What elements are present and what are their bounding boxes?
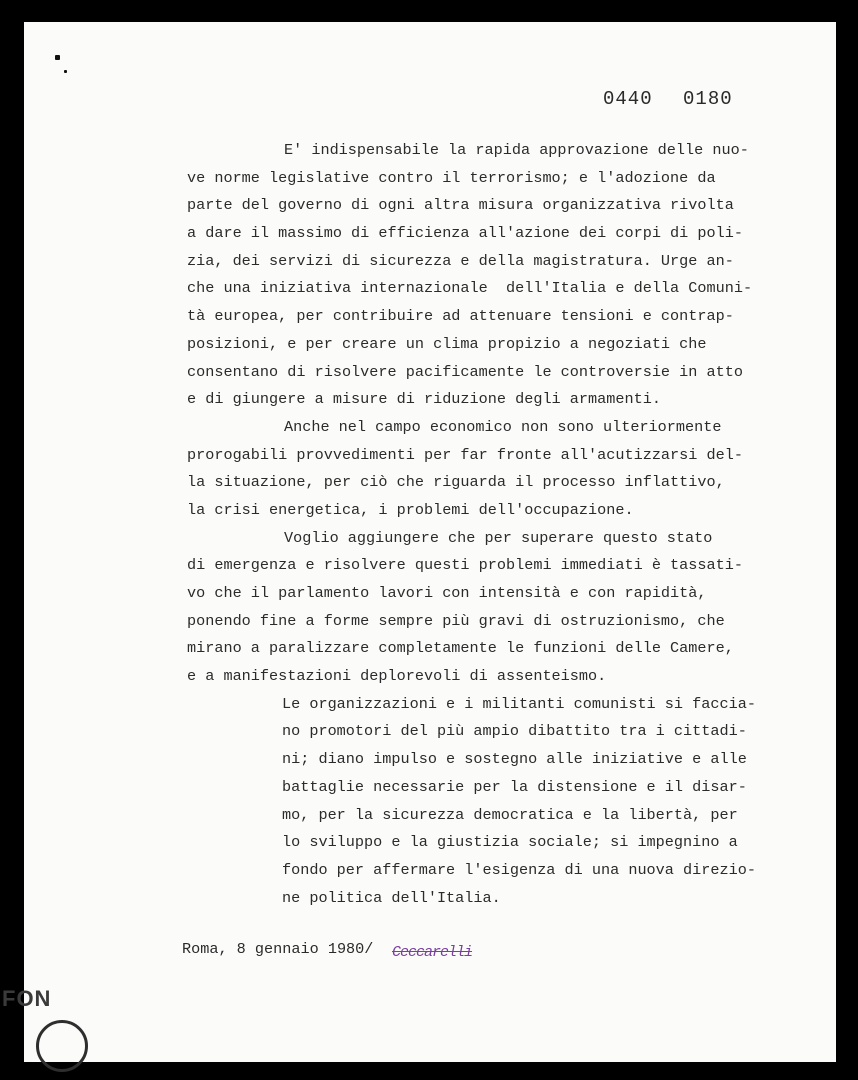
text-line: zia, dei servizi di sicurezza e della magistratura. Urge an- bbox=[187, 251, 734, 270]
text-line: vo che il parlamento lavori con intensità e con rapidità, bbox=[187, 584, 707, 602]
document-number-a: 0440 bbox=[603, 88, 653, 110]
text-line: a dare il massimo di efficienza all'azione dei corpi di poli- bbox=[187, 224, 743, 243]
text-line: no promotori del più ampio dibattito tra i cittadi- bbox=[282, 722, 747, 741]
document-body bbox=[187, 137, 787, 912]
text-line: fondo per affermare l'esigenza di una nuova direzio- bbox=[282, 860, 756, 879]
text-line: battaglie necessarie per la distensione e il disar- bbox=[282, 777, 747, 796]
text-line: ponendo fine a forme sempre più gravi di ostruzionismo, che bbox=[187, 611, 725, 630]
text-line: mo, per la sicurezza democratica e la libertà, per bbox=[282, 805, 738, 824]
struck-handwritten-name: Ceccarelli bbox=[392, 944, 473, 961]
text-line: Le organizzazioni e i militanti comunisti si faccia- bbox=[282, 694, 756, 713]
text-line: e di giungere a misure di riduzione degli armamenti. bbox=[187, 390, 661, 409]
document-number-b: 0180 bbox=[683, 88, 733, 110]
watermark-logo-icon bbox=[36, 1020, 88, 1072]
text-line: consentano di risolvere pacificamente le controversie in atto bbox=[187, 362, 743, 381]
text-line: la situazione, per ciò che riguarda il processo inflattivo, bbox=[187, 473, 725, 492]
punch-mark bbox=[64, 70, 67, 73]
text-line: Anche nel campo economico non sono ulteriormente bbox=[284, 417, 722, 436]
text-line: ni; diano impulso e sostegno alle iniziative e alle bbox=[282, 750, 747, 769]
signature-line: Roma, 8 gennaio 1980/ bbox=[182, 940, 374, 958]
text-line: ve norme legislative contro il terrorismo; e l'adozione da bbox=[187, 168, 716, 187]
text-line: ne politica dell'Italia. bbox=[282, 888, 501, 907]
text-line: mirano a paralizzare completamente le funzioni delle Camere, bbox=[187, 639, 734, 658]
text-line: che una iniziativa internazionale dell'Italia e della Comuni- bbox=[187, 279, 753, 298]
watermark-text: FON bbox=[2, 986, 52, 1011]
text-line: parte del governo di ogni altra misura organizzativa rivolta bbox=[187, 196, 734, 215]
punch-mark bbox=[55, 55, 60, 60]
text-line: lo sviluppo e la giustizia sociale; si impegnino a bbox=[282, 833, 738, 852]
text-line: di emergenza e risolvere questi problemi immediati è tassati- bbox=[187, 556, 743, 575]
document-number bbox=[603, 88, 733, 110]
text-line: E' indispensabile la rapida approvazione delle nuo- bbox=[284, 141, 749, 159]
text-line: la crisi energetica, i problemi dell'occupazione. bbox=[187, 500, 634, 519]
text-line: tà europea, per contribuire ad attenuare tensioni e contrap- bbox=[187, 307, 734, 326]
text-line: e a manifestazioni deplorevoli di assenteismo. bbox=[187, 667, 607, 686]
text-line: prorogabili provvedimenti per far fronte all'acutizzarsi del- bbox=[187, 445, 743, 464]
text-line: Voglio aggiungere che per superare questo stato bbox=[284, 528, 713, 547]
text-line: posizioni, e per creare un clima propizio a negoziati che bbox=[187, 334, 707, 353]
